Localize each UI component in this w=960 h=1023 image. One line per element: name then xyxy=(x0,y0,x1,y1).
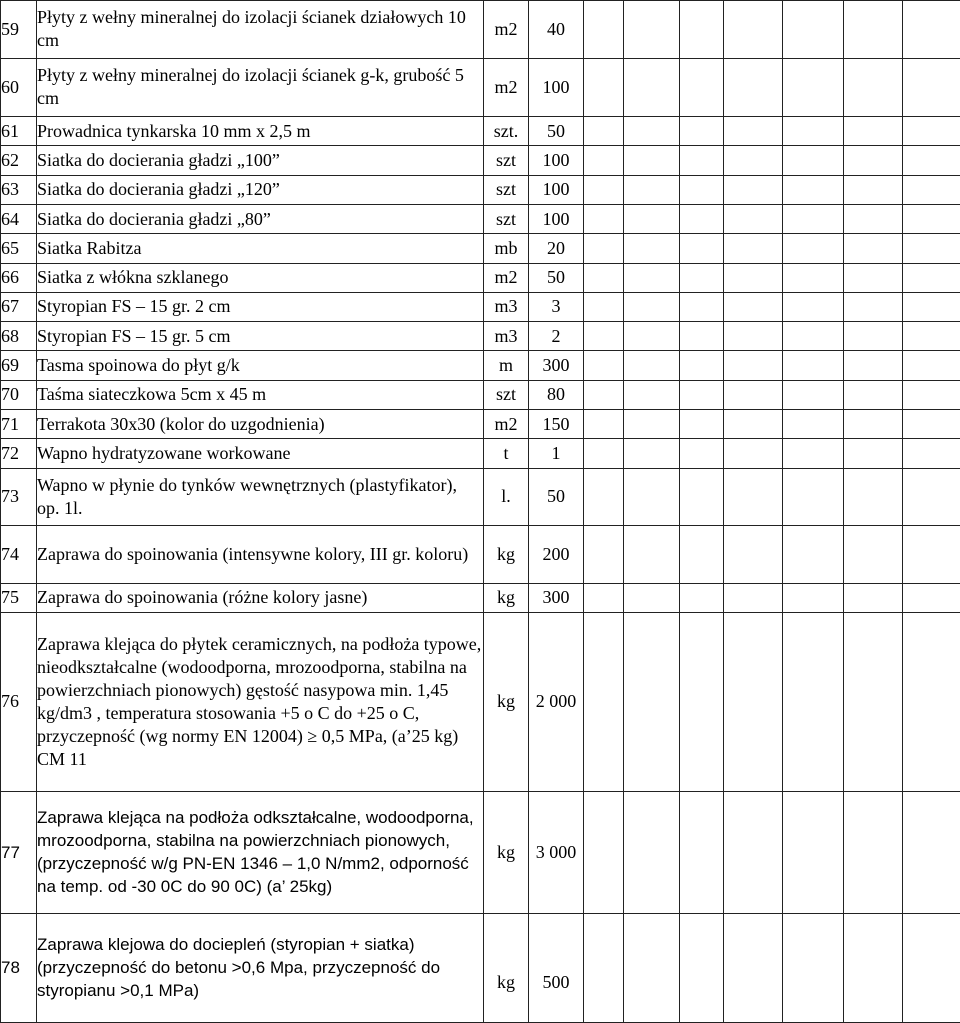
empty-cell xyxy=(680,791,724,913)
table-row xyxy=(1,1,960,59)
empty-cell xyxy=(584,439,624,468)
item-quantity: 20 xyxy=(529,234,584,263)
empty-cell xyxy=(624,175,680,204)
empty-cell xyxy=(844,263,903,292)
empty-cell xyxy=(624,612,680,791)
empty-cell xyxy=(584,526,624,584)
empty-cell xyxy=(844,439,903,468)
empty-cell xyxy=(844,146,903,175)
empty-cell xyxy=(783,1,844,59)
item-quantity: 80 xyxy=(529,380,584,409)
empty-cell xyxy=(584,583,624,612)
table-row xyxy=(1,439,960,468)
empty-cell xyxy=(783,117,844,146)
empty-cell xyxy=(584,204,624,233)
empty-cell xyxy=(844,204,903,233)
empty-cell xyxy=(844,380,903,409)
item-unit: szt xyxy=(484,204,529,233)
empty-cell xyxy=(584,468,624,526)
item-quantity: 100 xyxy=(529,204,584,233)
empty-cell xyxy=(903,583,960,612)
empty-cell xyxy=(844,583,903,612)
row-number: 71 xyxy=(1,409,37,438)
item-unit: m xyxy=(484,351,529,380)
item-quantity: 300 xyxy=(529,351,584,380)
empty-cell xyxy=(624,439,680,468)
table-row xyxy=(1,234,960,263)
table-row xyxy=(1,322,960,351)
item-quantity: 200 xyxy=(529,526,584,584)
item-unit: l. xyxy=(484,468,529,526)
empty-cell xyxy=(624,263,680,292)
table-row xyxy=(1,526,960,584)
empty-cell xyxy=(724,526,783,584)
empty-cell xyxy=(624,58,680,117)
item-unit: szt xyxy=(484,146,529,175)
empty-cell xyxy=(724,292,783,321)
row-number: 59 xyxy=(1,1,37,59)
empty-cell xyxy=(680,380,724,409)
item-name: Zaprawa klejąca na podłoża odkształcalne, wodoodporna, mrozoodporna, stabilna na powierzchniach pionowych, (przyczepność w/g PN-EN 1346 – 1,0 N/mm2, odporność na temp. od -30 0C do 90 0C) (a’ 25kg) xyxy=(37,791,484,913)
empty-cell xyxy=(903,117,960,146)
empty-cell xyxy=(724,409,783,438)
row-number: 69 xyxy=(1,351,37,380)
empty-cell xyxy=(724,175,783,204)
item-name: Taśma siateczkowa 5cm x 45 m xyxy=(37,380,484,409)
empty-cell xyxy=(680,175,724,204)
empty-cell xyxy=(680,234,724,263)
table-row xyxy=(1,913,960,1022)
empty-cell xyxy=(844,322,903,351)
empty-cell xyxy=(724,234,783,263)
table-row xyxy=(1,117,960,146)
item-unit: kg xyxy=(484,913,529,1022)
empty-cell xyxy=(680,263,724,292)
item-name: Zaprawa do spoinowania (intensywne kolory, III gr. koloru) xyxy=(37,526,484,584)
empty-cell xyxy=(844,58,903,117)
item-unit: kg xyxy=(484,526,529,584)
item-name: Siatka z włókna szklanego xyxy=(37,263,484,292)
empty-cell xyxy=(844,234,903,263)
empty-cell xyxy=(584,175,624,204)
item-name: Siatka Rabitza xyxy=(37,234,484,263)
item-quantity: 100 xyxy=(529,58,584,117)
empty-cell xyxy=(783,791,844,913)
empty-cell xyxy=(844,913,903,1022)
item-unit: kg xyxy=(484,612,529,791)
empty-cell xyxy=(624,234,680,263)
empty-cell xyxy=(903,913,960,1022)
empty-cell xyxy=(680,117,724,146)
empty-cell xyxy=(783,409,844,438)
empty-cell xyxy=(903,263,960,292)
empty-cell xyxy=(584,234,624,263)
empty-cell xyxy=(584,58,624,117)
empty-cell xyxy=(903,146,960,175)
row-number: 74 xyxy=(1,526,37,584)
item-name: Siatka do docierania gładzi „100” xyxy=(37,146,484,175)
empty-cell xyxy=(624,791,680,913)
empty-cell xyxy=(680,526,724,584)
row-number: 70 xyxy=(1,380,37,409)
table-row xyxy=(1,146,960,175)
empty-cell xyxy=(680,351,724,380)
item-quantity: 3 000 xyxy=(529,791,584,913)
item-quantity: 500 xyxy=(529,913,584,1022)
empty-cell xyxy=(584,292,624,321)
item-name: Wapno w płynie do tynków wewnętrznych (plastyfikator), op. 1l. xyxy=(37,468,484,526)
empty-cell xyxy=(783,204,844,233)
empty-cell xyxy=(680,1,724,59)
empty-cell xyxy=(903,409,960,438)
item-unit: kg xyxy=(484,791,529,913)
empty-cell xyxy=(724,146,783,175)
empty-cell xyxy=(624,583,680,612)
empty-cell xyxy=(724,913,783,1022)
empty-cell xyxy=(584,1,624,59)
item-quantity: 300 xyxy=(529,583,584,612)
empty-cell xyxy=(624,1,680,59)
row-number: 77 xyxy=(1,791,37,913)
item-unit: mb xyxy=(484,234,529,263)
empty-cell xyxy=(680,409,724,438)
empty-cell xyxy=(783,234,844,263)
empty-cell xyxy=(680,58,724,117)
row-number: 67 xyxy=(1,292,37,321)
empty-cell xyxy=(680,146,724,175)
empty-cell xyxy=(680,583,724,612)
item-unit: m2 xyxy=(484,1,529,59)
empty-cell xyxy=(903,292,960,321)
empty-cell xyxy=(844,409,903,438)
row-number: 75 xyxy=(1,583,37,612)
row-number: 76 xyxy=(1,612,37,791)
empty-cell xyxy=(783,322,844,351)
empty-cell xyxy=(680,612,724,791)
empty-cell xyxy=(584,146,624,175)
empty-cell xyxy=(844,117,903,146)
item-unit: szt. xyxy=(484,117,529,146)
row-number: 63 xyxy=(1,175,37,204)
item-quantity: 50 xyxy=(529,468,584,526)
item-name: Terrakota 30x30 (kolor do uzgodnienia) xyxy=(37,409,484,438)
item-name: Siatka do docierania gładzi „120” xyxy=(37,175,484,204)
empty-cell xyxy=(724,583,783,612)
empty-cell xyxy=(783,380,844,409)
row-number: 66 xyxy=(1,263,37,292)
table-row xyxy=(1,175,960,204)
item-unit: m3 xyxy=(484,292,529,321)
empty-cell xyxy=(783,263,844,292)
item-quantity: 40 xyxy=(529,1,584,59)
empty-cell xyxy=(903,468,960,526)
empty-cell xyxy=(624,117,680,146)
empty-cell xyxy=(624,351,680,380)
empty-cell xyxy=(903,175,960,204)
empty-cell xyxy=(844,526,903,584)
item-name: Zaprawa klejąca do płytek ceramicznych, na podłoża typowe, nieodkształcalne (wodoodporna, mrozoodporna, stabilna na powierzchniach pionowych) gęstość nasypowa min. 1,45 kg/dm3 , temperatura stosowania +5 o C do +25 o C, przyczepność (wg normy EN 12004) ≥ 0,5 MPa, (a’25 kg) CM 11 xyxy=(37,612,484,791)
empty-cell xyxy=(680,439,724,468)
table-row xyxy=(1,204,960,233)
table-row xyxy=(1,58,960,117)
item-unit: t xyxy=(484,439,529,468)
empty-cell xyxy=(724,204,783,233)
empty-cell xyxy=(724,612,783,791)
empty-cell xyxy=(624,322,680,351)
empty-cell xyxy=(844,1,903,59)
row-number: 73 xyxy=(1,468,37,526)
table-row xyxy=(1,292,960,321)
empty-cell xyxy=(783,175,844,204)
empty-cell xyxy=(624,204,680,233)
empty-cell xyxy=(624,913,680,1022)
empty-cell xyxy=(903,526,960,584)
empty-cell xyxy=(783,439,844,468)
item-quantity: 3 xyxy=(529,292,584,321)
item-name: Styropian FS – 15 gr. 2 cm xyxy=(37,292,484,321)
row-number: 78 xyxy=(1,913,37,1022)
item-name: Tasma spoinowa do płyt g/k xyxy=(37,351,484,380)
item-name: Prowadnica tynkarska 10 mm x 2,5 m xyxy=(37,117,484,146)
empty-cell xyxy=(584,913,624,1022)
item-quantity: 2 xyxy=(529,322,584,351)
item-name: Siatka do docierania gładzi „80” xyxy=(37,204,484,233)
empty-cell xyxy=(680,204,724,233)
table-row xyxy=(1,583,960,612)
empty-cell xyxy=(783,583,844,612)
table-row xyxy=(1,612,960,791)
empty-cell xyxy=(680,322,724,351)
item-name: Płyty z wełny mineralnej do izolacji ścianek g-k, grubość 5 cm xyxy=(37,58,484,117)
empty-cell xyxy=(724,439,783,468)
empty-cell xyxy=(903,612,960,791)
empty-cell xyxy=(724,58,783,117)
empty-cell xyxy=(844,292,903,321)
row-number: 64 xyxy=(1,204,37,233)
empty-cell xyxy=(624,409,680,438)
table-row xyxy=(1,380,960,409)
empty-cell xyxy=(584,380,624,409)
empty-cell xyxy=(584,409,624,438)
empty-cell xyxy=(783,351,844,380)
empty-cell xyxy=(724,1,783,59)
empty-cell xyxy=(903,322,960,351)
row-number: 65 xyxy=(1,234,37,263)
empty-cell xyxy=(724,380,783,409)
empty-cell xyxy=(903,380,960,409)
table-row xyxy=(1,791,960,913)
item-quantity: 150 xyxy=(529,409,584,438)
item-unit: szt xyxy=(484,175,529,204)
item-quantity: 1 xyxy=(529,439,584,468)
empty-cell xyxy=(624,468,680,526)
empty-cell xyxy=(724,117,783,146)
empty-cell xyxy=(584,322,624,351)
item-quantity: 100 xyxy=(529,146,584,175)
empty-cell xyxy=(783,612,844,791)
empty-cell xyxy=(844,175,903,204)
empty-cell xyxy=(724,791,783,913)
table-row xyxy=(1,351,960,380)
empty-cell xyxy=(844,791,903,913)
empty-cell xyxy=(844,351,903,380)
empty-cell xyxy=(844,612,903,791)
row-number: 62 xyxy=(1,146,37,175)
empty-cell xyxy=(724,263,783,292)
row-number: 60 xyxy=(1,58,37,117)
item-unit: m2 xyxy=(484,263,529,292)
item-quantity: 50 xyxy=(529,263,584,292)
empty-cell xyxy=(903,204,960,233)
empty-cell xyxy=(584,263,624,292)
empty-cell xyxy=(783,913,844,1022)
empty-cell xyxy=(624,146,680,175)
empty-cell xyxy=(903,791,960,913)
empty-cell xyxy=(584,351,624,380)
empty-cell xyxy=(844,468,903,526)
empty-cell xyxy=(624,380,680,409)
empty-cell xyxy=(584,117,624,146)
empty-cell xyxy=(680,468,724,526)
item-unit: kg xyxy=(484,583,529,612)
table-row xyxy=(1,263,960,292)
row-number: 72 xyxy=(1,439,37,468)
item-name: Styropian FS – 15 gr. 5 cm xyxy=(37,322,484,351)
empty-cell xyxy=(680,292,724,321)
row-number: 61 xyxy=(1,117,37,146)
item-name: Zaprawa klejowa do dociepleń (styropian + siatka) (przyczepność do betonu >0,6 Mpa, przyczepność do styropianu >0,1 MPa) xyxy=(37,913,484,1022)
empty-cell xyxy=(783,468,844,526)
empty-cell xyxy=(903,351,960,380)
row-number: 68 xyxy=(1,322,37,351)
item-unit: m3 xyxy=(484,322,529,351)
empty-cell xyxy=(724,468,783,526)
empty-cell xyxy=(903,1,960,59)
empty-cell xyxy=(903,58,960,117)
item-unit: m2 xyxy=(484,409,529,438)
empty-cell xyxy=(783,58,844,117)
empty-cell xyxy=(624,292,680,321)
table-row xyxy=(1,409,960,438)
empty-cell xyxy=(680,913,724,1022)
empty-cell xyxy=(724,351,783,380)
empty-cell xyxy=(584,612,624,791)
table-row xyxy=(1,468,960,526)
empty-cell xyxy=(724,322,783,351)
item-name: Zaprawa do spoinowania (różne kolory jasne) xyxy=(37,583,484,612)
item-quantity: 50 xyxy=(529,117,584,146)
empty-cell xyxy=(903,439,960,468)
item-name: Wapno hydratyzowane workowane xyxy=(37,439,484,468)
empty-cell xyxy=(584,791,624,913)
item-quantity: 100 xyxy=(529,175,584,204)
empty-cell xyxy=(783,526,844,584)
empty-cell xyxy=(783,292,844,321)
item-quantity: 2 000 xyxy=(529,612,584,791)
item-unit: szt xyxy=(484,380,529,409)
item-name: Płyty z wełny mineralnej do izolacji ścianek działowych 10 cm xyxy=(37,1,484,59)
empty-cell xyxy=(624,526,680,584)
empty-cell xyxy=(903,234,960,263)
empty-cell xyxy=(783,146,844,175)
item-unit: m2 xyxy=(484,58,529,117)
